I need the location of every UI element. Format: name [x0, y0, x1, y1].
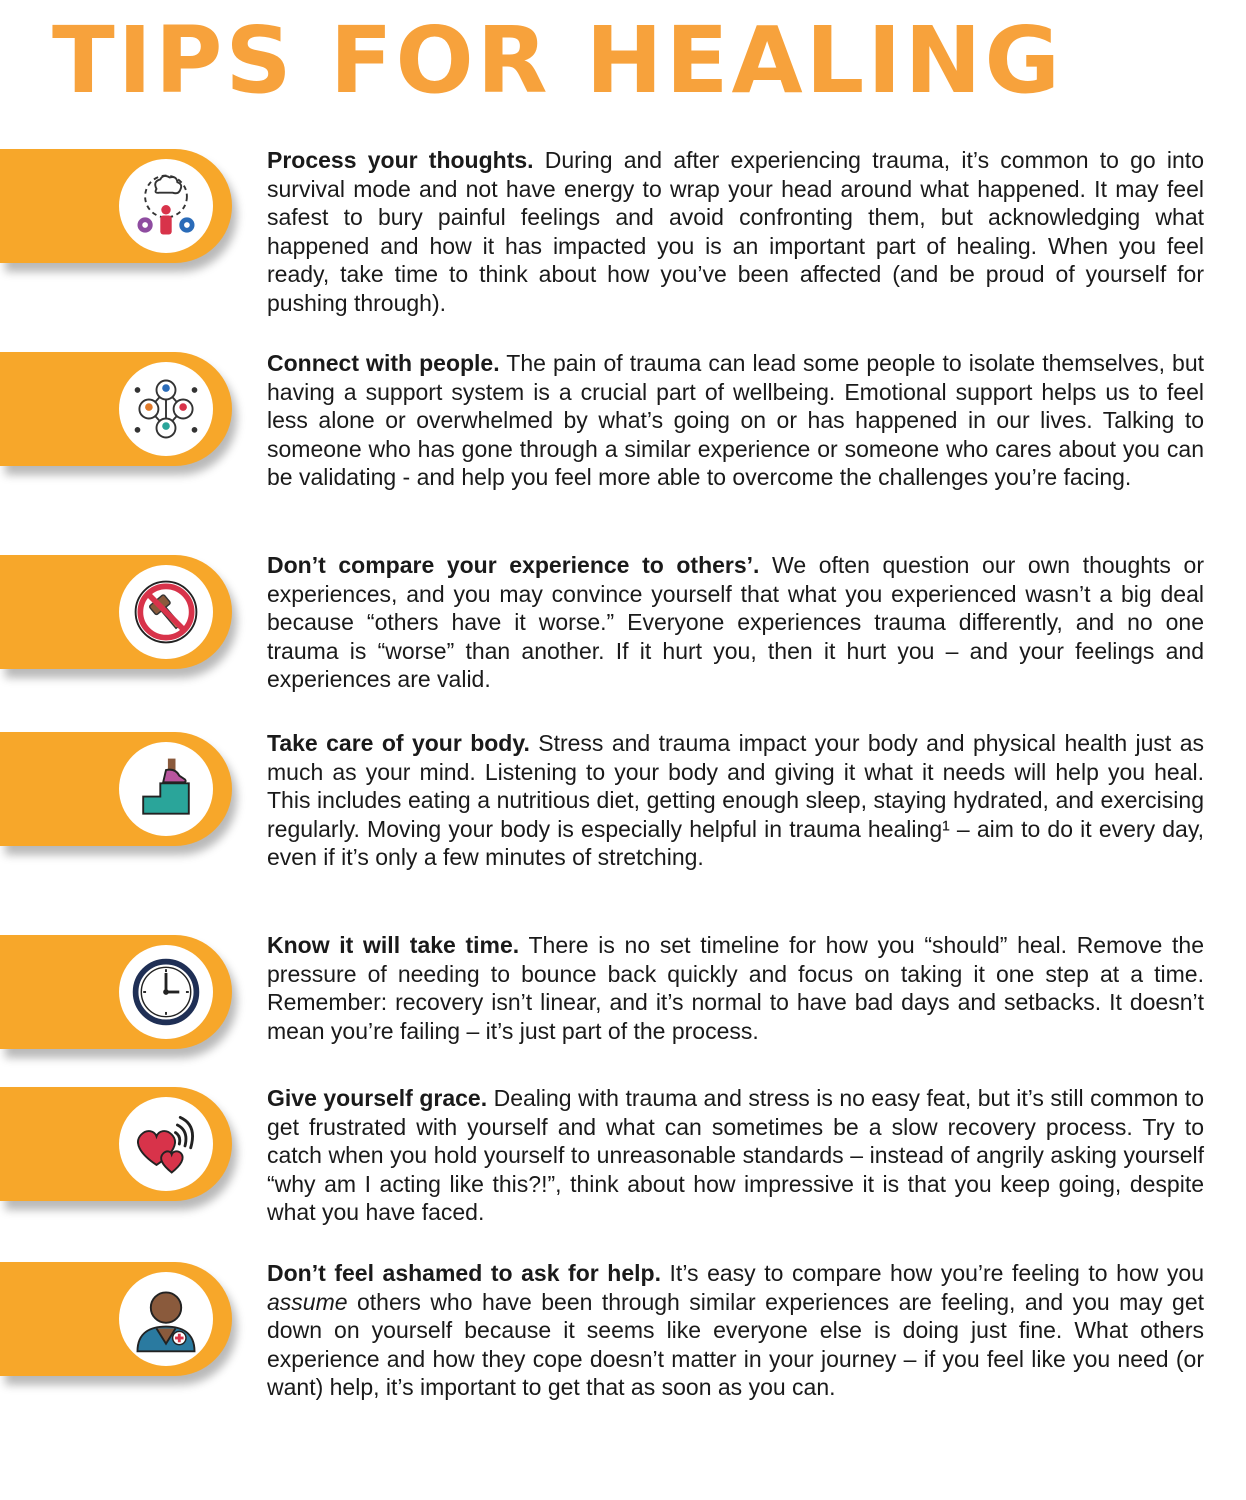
tip-take-time — [267, 931, 1204, 1045]
tip-heading: Don’t compare your experience to others’. — [267, 552, 760, 578]
tip-tab — [0, 352, 232, 466]
icon-badge — [119, 1097, 213, 1191]
tip-body: It’s easy to compare how you’re feeling to how you — [660, 1260, 1204, 1286]
people-network-icon — [128, 371, 204, 447]
health-worker-icon — [128, 1281, 204, 1357]
thought-process-icon — [128, 168, 204, 244]
icon-badge — [119, 742, 213, 836]
tip-tab — [0, 935, 232, 1049]
icon-badge — [119, 362, 213, 456]
tip-body: There is no set timeline for how you “should” heal. Remove the pressure of needing to bounce back quickly and focus on taking it one step at a time. Remember: recovery isn’t linear, and it’s normal to have bad days and setbacks. It doesn’t mean you’re failing – it’s just part of the process. — [267, 932, 1205, 1044]
tip-connect-people — [267, 349, 1204, 492]
tip-tab — [0, 1262, 232, 1376]
tip-give-grace — [267, 1084, 1204, 1227]
tip-ask-help — [267, 1259, 1204, 1402]
page-title: TIPS FOR HEALING — [52, 7, 1064, 114]
tip-body: Dealing with trauma and stress is no easy feat, but it’s still common to get frustrated with yourself and what can sometimes be a slow recovery process. Try to catch when you hold yourself to unreasonable standards – instead of angrily asking yourself “why am I acting like this?!”, think about how impressive it is that you keep going, despite what you have faced. — [267, 1085, 1204, 1225]
tip-heading: Don’t feel ashamed to ask for help. — [267, 1260, 661, 1286]
tip-care-body — [267, 729, 1204, 872]
tip-heading: Take care of your body. — [267, 730, 530, 756]
icon-badge — [119, 945, 213, 1039]
tip-body: Stress and trauma impact your body and physical health just as much as your mind. Listening to your body and giving it what it needs will help you heal. This includes eating a nutritious diet, getting enough sleep, staying hydrated, and exercising regularly. Moving your body is especially helpful in trauma healing¹ – aim to do it every day, even if it’s only a few minutes of stretching. — [267, 730, 1205, 870]
tip-body: The pain of trauma can lead some people to isolate themselves, but having a support system is a crucial part of wellbeing. Emotional support helps us to feel less alone or overwhelmed by what’s going on or has happened in our lives. Talking to someone who has gone through a similar experience or someone who cares about you can be validating - and help you feel more able to overcome the challenges you’re facing. — [267, 350, 1204, 490]
tip-body: others who have been through similar experiences are feeling, and you may get down on yourself because it seems like everyone else is doing just fine. What others experience and how they cope doesn’t matter in your journey – if you feel like you need (or want) help, it’s important to get that as soon as you can. — [267, 1288, 1204, 1400]
hearts-icon — [128, 1106, 204, 1182]
tip-dont-compare — [267, 551, 1204, 694]
tip-heading: Connect with people. — [267, 350, 500, 376]
tip-body: We often question our own thoughts or experiences, and you may convince yourself that what you experienced wasn’t a big deal because “others have it worse.” Everyone experiences trauma differently, and no one trauma is “worse” than another. If it hurt you, then it hurt you – and your feelings and experiences are valid. — [267, 552, 1204, 692]
tip-tab — [0, 1087, 232, 1201]
tip-tab — [0, 555, 232, 669]
tip-body: During and after experiencing trauma, it’s common to go into survival mode and not have energy to wrap your head around what happened. It may feel safest to bury painful feelings and avoid confronting them, but acknowledging what happened and how it has impacted you is an important part of healing. When you feel ready, take time to think about how you’ve been affected (and be proud of yourself for pushing through). — [267, 147, 1204, 316]
tip-heading: Give yourself grace. — [267, 1085, 488, 1111]
no-gavel-icon — [128, 574, 204, 650]
icon-badge — [119, 159, 213, 253]
tip-tab — [0, 149, 232, 263]
icon-badge — [119, 1272, 213, 1366]
tip-process-thoughts — [267, 146, 1204, 317]
step-up-icon — [128, 751, 204, 827]
tip-heading: Process your thoughts. — [267, 147, 534, 173]
icon-badge — [119, 565, 213, 659]
clock-icon — [128, 954, 204, 1030]
tip-tab — [0, 732, 232, 846]
tip-body-emphasis: assume — [267, 1288, 348, 1315]
tip-heading: Know it will take time. — [267, 932, 520, 958]
